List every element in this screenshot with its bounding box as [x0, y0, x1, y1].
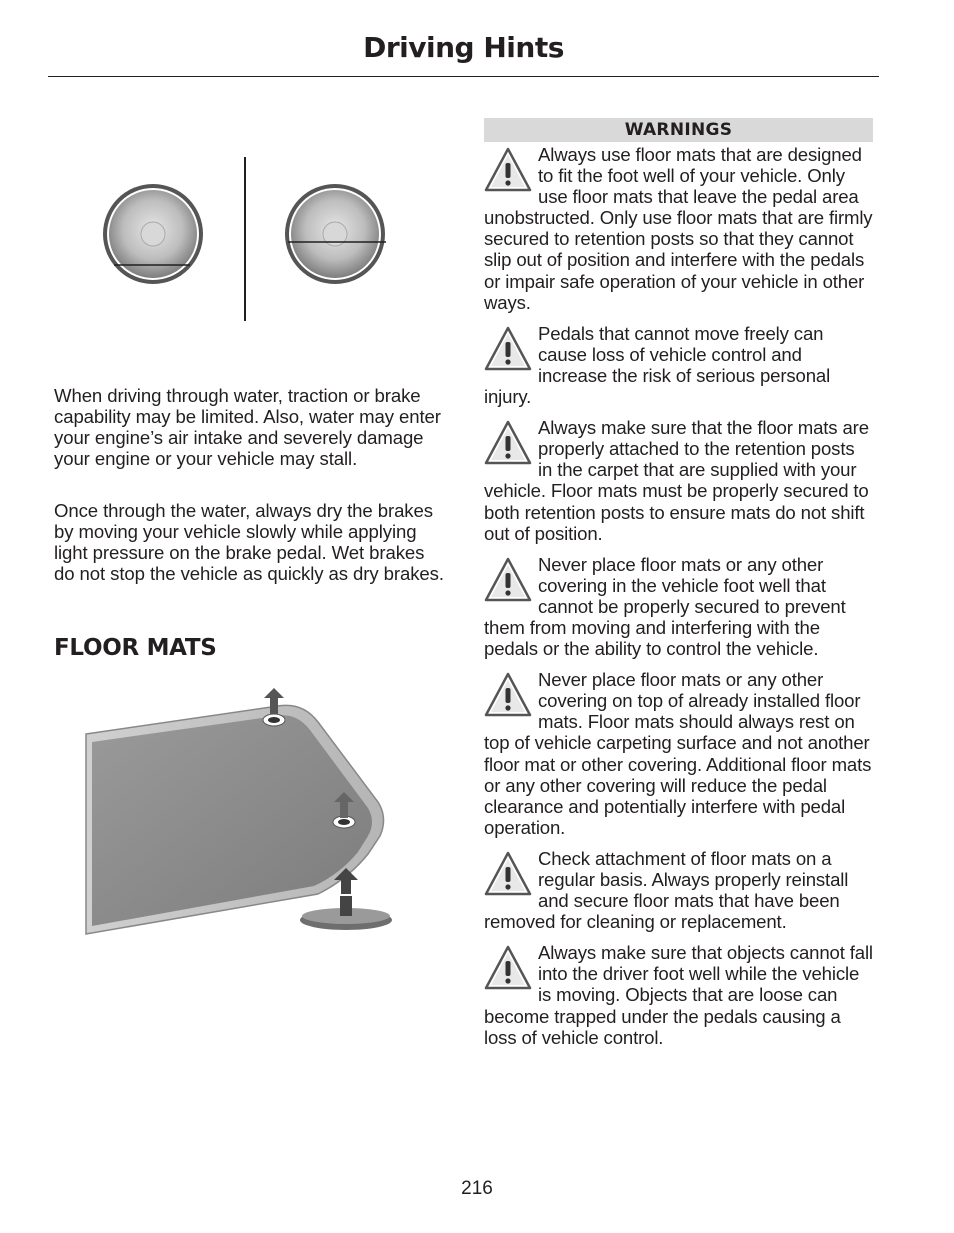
warning-item: [484, 554, 873, 659]
page-number: 216: [461, 1178, 493, 1199]
floor-mats-heading: FLOOR MATS: [54, 635, 217, 661]
wheel-low-water-icon: [103, 184, 203, 284]
warnings-column: [484, 118, 873, 1058]
warning-triangle-icon: [484, 325, 532, 373]
warning-triangle-icon: [484, 850, 532, 898]
warning-text: Always use floor mats that are designed to fit the foot well of your vehicle. Only use floor mats that leave the pedal area unobstructed. Only use floor mats that are firmly secured to retention posts so that they cannot slip out of position and interfere with the pedals or impair safe operation of your vehicle in other ways.: [484, 144, 873, 313]
water-level-illustration: [96, 154, 396, 324]
warning-text: Never place floor mats or any other covering in the vehicle foot well that cannot be properly secured to prevent them from moving and interfering with the pedals or the ability to control the vehicle.: [484, 553, 846, 660]
floor-mat-illustration: [78, 684, 398, 936]
warning-item: [484, 669, 873, 838]
warning-triangle-icon: [484, 419, 532, 467]
warning-triangle-icon: [484, 944, 532, 992]
water-paragraph-1: When driving through water, traction or brake capability may be limited. Also, water may enter your engine’s air intake and severely damage your engine or your vehicle may stall.: [54, 385, 441, 469]
warning-triangle-icon: [484, 556, 532, 604]
warning-item: [484, 848, 873, 932]
warning-item: [484, 417, 873, 544]
page-title: Driving Hints: [363, 31, 564, 64]
warning-text: Never place floor mats or any other covering on top of already installed floor mats. Floor mats should always rest on top of vehicle carpeting surface and not another floor mat or other covering. Additional floor mats or any other covering will reduce the pedal clearance and potentially interfere with pedal operation.: [484, 669, 872, 838]
warning-triangle-icon: [484, 671, 532, 719]
warning-text: Check attachment of floor mats on a regular basis. Always properly reinstall and secure floor mats that have been removed for cleaning or replacement.: [484, 847, 849, 933]
wheel-high-water-icon: [285, 184, 386, 284]
page-header: [48, 26, 879, 77]
warning-item: [484, 942, 873, 1047]
warnings-header: WARNINGS: [484, 118, 873, 142]
water-paragraph-2: Once through the water, always dry the brakes by moving your vehicle slowly while applying light pressure on the brake pedal. Wet brakes do not stop the vehicle as quickly as dry brakes.: [54, 500, 444, 584]
warning-text: Pedals that cannot move freely can cause loss of vehicle control and increase the risk of serious personal injury.: [484, 322, 831, 408]
warning-triangle-icon: [484, 146, 532, 194]
warning-text: Always make sure that objects cannot fall into the driver foot well while the vehicle is moving. Objects that are loose can become trapped under the pedals causing a loss of vehicle control.: [484, 942, 873, 1048]
warning-item: [484, 144, 873, 313]
warning-item: [484, 323, 873, 407]
warning-text: Always make sure that the floor mats are properly attached to the retention posts in the carpet that are supplied with your vehicle. Floor mats must be properly secured to both retention posts to ensure mats do not shift out of position.: [484, 417, 869, 544]
